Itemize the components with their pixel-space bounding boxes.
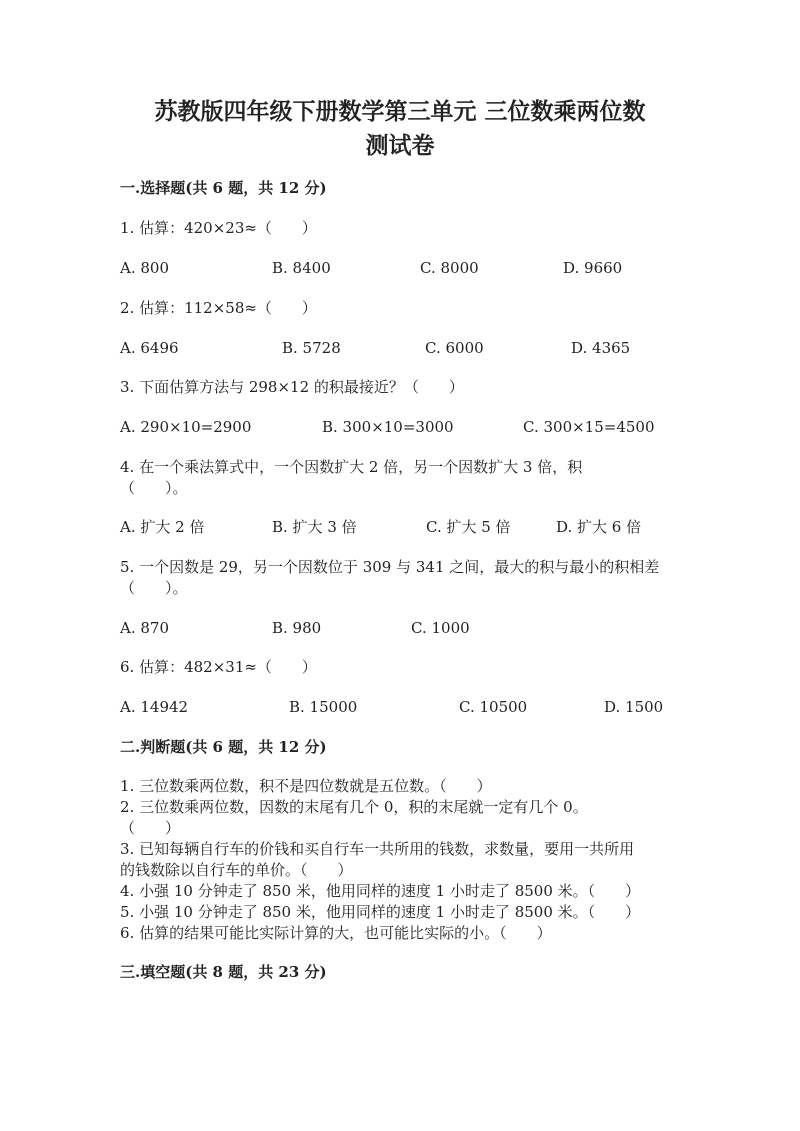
question-5-line1: 5. 一个因数是 29，另一个因数位于 309 与 341 之间，最大的积与最小的积相差 bbox=[120, 558, 660, 576]
q2-option-a: A. 6496 bbox=[120, 339, 179, 357]
question-3: 3. 下面估算方法与 298×12 的积最接近？（ ） bbox=[120, 378, 464, 396]
q4-option-b: B. 扩大 3 倍 bbox=[272, 518, 357, 536]
question-4-line2: （ ）。 bbox=[120, 479, 188, 497]
judgment-line: 2. 三位数乘两位数，因数的末尾有几个 0，积的末尾就一定有几个 0。 bbox=[120, 798, 588, 816]
section-heading-judgment: 二.判断题(共 6 题，共 12 分) bbox=[120, 738, 327, 756]
page-title-line1: 苏教版四年级下册数学第三单元 三位数乘两位数 bbox=[154, 98, 646, 125]
q6-option-b: B. 15000 bbox=[289, 698, 358, 716]
q4-option-d: D. 扩大 6 倍 bbox=[556, 518, 642, 536]
q1-option-a: A. 800 bbox=[120, 259, 169, 277]
question-5-line2: （ ）。 bbox=[120, 579, 188, 597]
q5-option-b: B. 980 bbox=[272, 619, 322, 637]
q6-option-d: D. 1500 bbox=[604, 698, 664, 716]
q3-option-b: B. 300×10=3000 bbox=[322, 418, 454, 436]
judgment-line: 1. 三位数乘两位数，积不是四位数就是五位数。（ ） bbox=[120, 777, 492, 795]
q5-option-c: C. 1000 bbox=[411, 619, 470, 637]
question-1: 1. 估算：420×23≈（ ） bbox=[120, 219, 317, 237]
q4-option-a: A. 扩大 2 倍 bbox=[120, 518, 205, 536]
judgment-line: 的钱数除以自行车的单价。（ ） bbox=[120, 861, 353, 879]
q2-option-b: B. 5728 bbox=[282, 339, 341, 357]
page-title-line2: 测试卷 bbox=[365, 132, 435, 159]
section-heading-fill: 三.填空题(共 8 题，共 23 分) bbox=[120, 963, 327, 981]
judgment-line: 6. 估算的结果可能比实际计算的大，也可能比实际的小。（ ） bbox=[120, 924, 552, 942]
question-6: 6. 估算：482×31≈（ ） bbox=[120, 658, 317, 676]
judgment-line: 4. 小强 10 分钟走了 850 米，他用同样的速度 1 小时走了 8500 米。（ ） bbox=[120, 882, 641, 900]
q3-option-c: C. 300×15=4500 bbox=[523, 418, 655, 436]
q2-option-c: C. 6000 bbox=[425, 339, 484, 357]
q1-option-c: C. 8000 bbox=[420, 259, 479, 277]
q4-option-c: C. 扩大 5 倍 bbox=[426, 518, 511, 536]
judgment-line: 3. 已知每辆自行车的价钱和买自行车一共所用的钱数，求数量，要用一共所用 bbox=[120, 840, 635, 858]
question-4-line1: 4. 在一个乘法算式中，一个因数扩大 2 倍，另一个因数扩大 3 倍，积 bbox=[120, 458, 583, 476]
q6-option-a: A. 14942 bbox=[120, 698, 189, 716]
section-heading-choice: 一.选择题(共 6 题，共 12 分) bbox=[120, 179, 327, 197]
q1-option-d: D. 9660 bbox=[563, 259, 623, 277]
judgment-line: （ ） bbox=[120, 819, 181, 837]
q2-option-d: D. 4365 bbox=[571, 339, 631, 357]
q1-option-b: B. 8400 bbox=[272, 259, 331, 277]
q5-option-a: A. 870 bbox=[120, 619, 169, 637]
question-2: 2. 估算：112×58≈（ ） bbox=[120, 299, 317, 317]
q3-option-a: A. 290×10=2900 bbox=[120, 418, 252, 436]
judgment-line: 5. 小强 10 分钟走了 850 米，他用同样的速度 1 小时走了 8500 米。（ ） bbox=[120, 903, 641, 921]
q6-option-c: C. 10500 bbox=[459, 698, 528, 716]
